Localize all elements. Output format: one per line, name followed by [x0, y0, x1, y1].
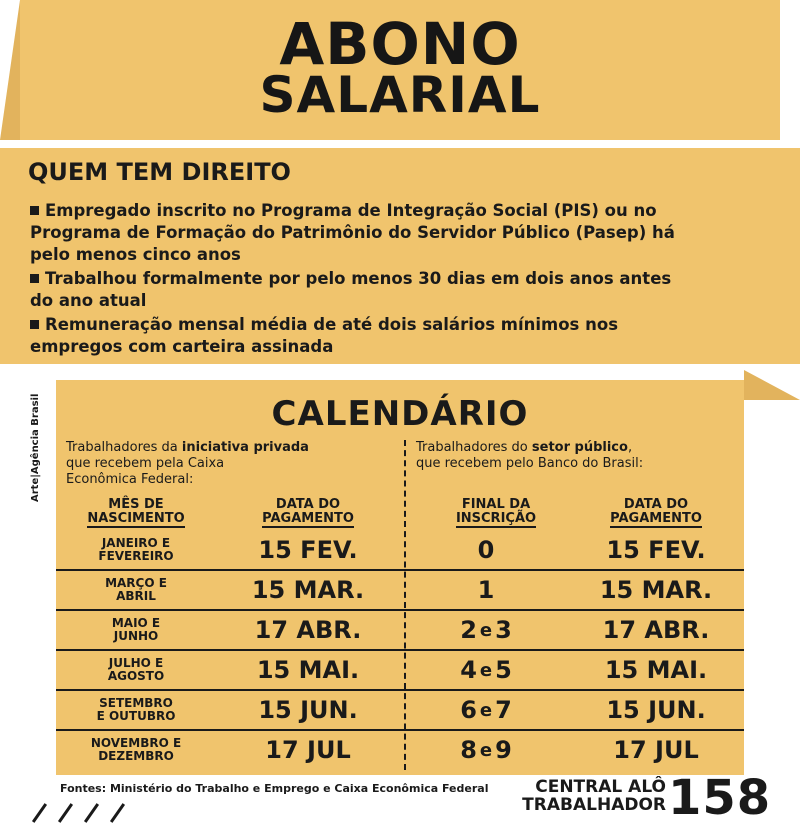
public-pay-date-cell: 17 JUL [613, 736, 699, 764]
public-sector-caption: Trabalhadores do setor público, que recebem pelo Banco do Brasil: [416, 440, 644, 471]
table-row [56, 570, 744, 610]
registration-final-cell: 6 e 7 [460, 696, 512, 724]
header-pay-date-public: DATA DO PAGAMENTO [610, 497, 702, 526]
registration-final-cell: 2 e 3 [460, 616, 512, 644]
calendar-title: CALENDÁRIO [271, 394, 529, 434]
decor-slash [58, 803, 73, 823]
title-line-2: SALARIAL [259, 66, 541, 124]
table-row [56, 690, 744, 730]
bullet-square-icon [30, 274, 39, 283]
registration-final-cell: 0 [477, 536, 495, 564]
eligibility-item: Trabalhou formalmente por pelo menos 30 dias em dois anos antes do ano atual [30, 269, 672, 310]
registration-final-cell: 1 [477, 576, 495, 604]
private-pay-date-cell: 15 FEV. [258, 536, 358, 564]
header-registration-final: FINAL DA INSCRIÇÃO [455, 497, 537, 526]
public-pay-date-cell: 15 JUN. [606, 696, 706, 724]
birth-month-cell: MARÇO E ABRIL [105, 576, 167, 603]
table-row [56, 610, 744, 650]
public-pay-date-cell: 17 ABR. [602, 616, 710, 644]
sources-note: Fontes: Ministério do Trabalho e Emprego e Caixa Econômica Federal [60, 782, 489, 795]
eligibility-item: Remuneração mensal média de até dois salários mínimos nos empregos com carteira assinada [30, 315, 619, 356]
private-pay-date-cell: 15 MAI. [256, 656, 360, 684]
private-sector-caption: Trabalhadores da iniciativa privada que recebem pela Caixa Econômica Federal: [66, 440, 309, 487]
decor-slash [110, 803, 125, 823]
decor-slash [32, 803, 47, 823]
birth-month-cell: JANEIRO E FEVEREIRO [98, 536, 174, 563]
birth-month-cell: MAIO E JUNHO [111, 616, 161, 643]
header-pay-date-private: DATA DO PAGAMENTO [262, 497, 354, 526]
table-row [56, 730, 744, 770]
hotline-number: 158 [668, 770, 772, 826]
public-pay-date-cell: 15 FEV. [606, 536, 706, 564]
art-credit: Arte|Agência Brasil [30, 393, 41, 502]
private-pay-date-cell: 17 JUL [265, 736, 351, 764]
registration-final-cell: 4 e 5 [460, 656, 512, 684]
table-row [56, 530, 744, 570]
private-pay-date-cell: 15 JUN. [258, 696, 358, 724]
eligibility-panel [0, 148, 800, 364]
table-row [56, 650, 744, 690]
public-pay-date-cell: 15 MAI. [604, 656, 708, 684]
birth-month-cell: SETEMBRO E OUTUBRO [96, 696, 176, 723]
decor-slash [84, 803, 99, 823]
bullet-square-icon [30, 320, 39, 329]
central-label: CENTRAL ALÔ TRABALHADOR [522, 777, 666, 815]
eligibility-heading: QUEM TEM DIREITO [28, 158, 291, 186]
title-line-1: ABONO [279, 10, 521, 78]
calendar-panel [56, 380, 744, 775]
title-banner [20, 0, 780, 140]
birth-month-cell: NOVEMBRO E DEZEMBRO [90, 736, 182, 763]
panel-fold [744, 370, 800, 400]
bullet-square-icon [30, 206, 39, 215]
eligibility-item: Empregado inscrito no Programa de Integração Social (PIS) ou no Programa de Formação do Patrimônio do Servidor Público (Pasep) há pelo menos cinco anos [30, 201, 675, 264]
private-pay-date-cell: 15 MAR. [251, 576, 365, 604]
registration-final-cell: 8 e 9 [460, 736, 512, 764]
header-birth-month: MÊS DE NASCIMENTO [87, 497, 185, 526]
banner-fold [0, 0, 20, 140]
birth-month-cell: JULHO E AGOSTO [107, 656, 165, 683]
private-pay-date-cell: 17 ABR. [254, 616, 362, 644]
public-pay-date-cell: 15 MAR. [599, 576, 713, 604]
